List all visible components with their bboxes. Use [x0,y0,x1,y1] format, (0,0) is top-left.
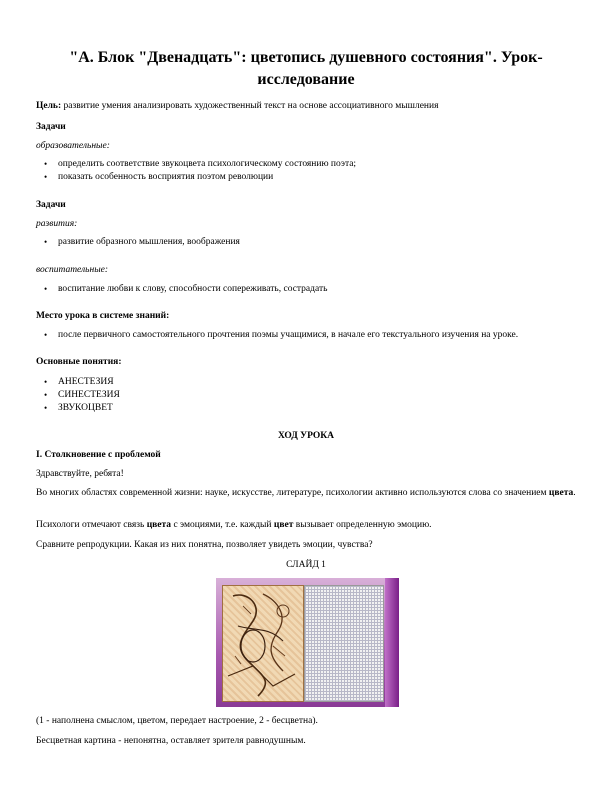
goal-line [36,101,438,112]
tasks-subheading-upbringing: воспитательные: [36,265,109,275]
tasks-subheading-development: развития: [36,219,78,229]
colorless-grid [304,585,384,702]
lesson-heading: ХОД УРОКА [277,431,335,441]
tasks-subheading-educational: образовательные: [36,141,110,151]
section-number: I [36,450,40,460]
list-item: • ЗВУКОЦВЕТ [58,403,113,414]
paragraph-2-text-b: с эмоциями, т.е. каждый [171,520,274,530]
list-item: • определить соответствие звукоцвета психологическому состоянию поэта; [58,159,356,170]
list-item: • после первичного самостоятельного прочтения поэмы учащимися, в начале его текстуального изучения на уроке. [58,330,518,341]
slide-image [216,578,399,707]
list-item: • СИНЕСТЕЗИЯ [58,390,120,401]
list-item: • развитие образного мышления, воображения [58,237,240,248]
place-heading: Место урока в системе знаний: [36,311,170,321]
paragraph-1-end: . [573,488,576,498]
goal-text: развитие умения анализировать художественный текст на основе ассоциативного мышления [61,101,439,111]
list-item: • показать особенность восприятия поэтом революции [58,172,273,183]
paragraph-1-text: Во многих областях современной жизни: науке, искусстве, литературе, психологии активно используются слова со значением [36,488,549,498]
slide-caption: (1 - наполнена смыслом, цветом, передает настроение, 2 - бесцветна). [36,716,318,726]
painting-sketch-icon [223,586,303,701]
paragraph-1 [36,488,576,499]
conclusion-paragraph: Бесцветная картина - непонятна, оставляет зрителя равнодушным. [36,736,306,746]
concepts-heading: Основные понятия: [36,357,122,367]
slide-frame-edge [385,578,399,707]
paragraph-3: Сравните репродукции. Какая из них понятна, позволяет увидеть эмоции, чувства? [36,540,373,550]
greeting-paragraph: Здравствуйте, ребята! [36,469,124,479]
list-item: • АНЕСТЕЗИЯ [58,377,114,388]
goal-label: Цель: [36,101,62,111]
page-title: "А. Блок "Двенадцать": цветопись душевного состояния". Урок-исследование [69,49,543,88]
section-title: . Столкновение с проблемой [39,450,161,460]
slide-label: СЛАЙД 1 [286,560,326,570]
colored-painting [222,585,304,702]
paragraph-2 [36,520,432,531]
paragraph-2-text-a: Психологи отмечают связь [36,520,147,530]
paragraph-1-bold: цвета [548,488,574,498]
list-item: • воспитание любви к слову, способности сопереживать, сострадать [58,284,327,295]
tasks-heading-1: Задачи [36,122,66,132]
section-heading [36,450,161,461]
paragraph-2-bold-2: цвет [273,520,294,530]
paragraph-2-text-c: вызывает определенную эмоцию. [293,520,432,530]
tasks-heading-2: Задачи [36,200,66,210]
paragraph-2-bold-1: цвета [146,520,172,530]
